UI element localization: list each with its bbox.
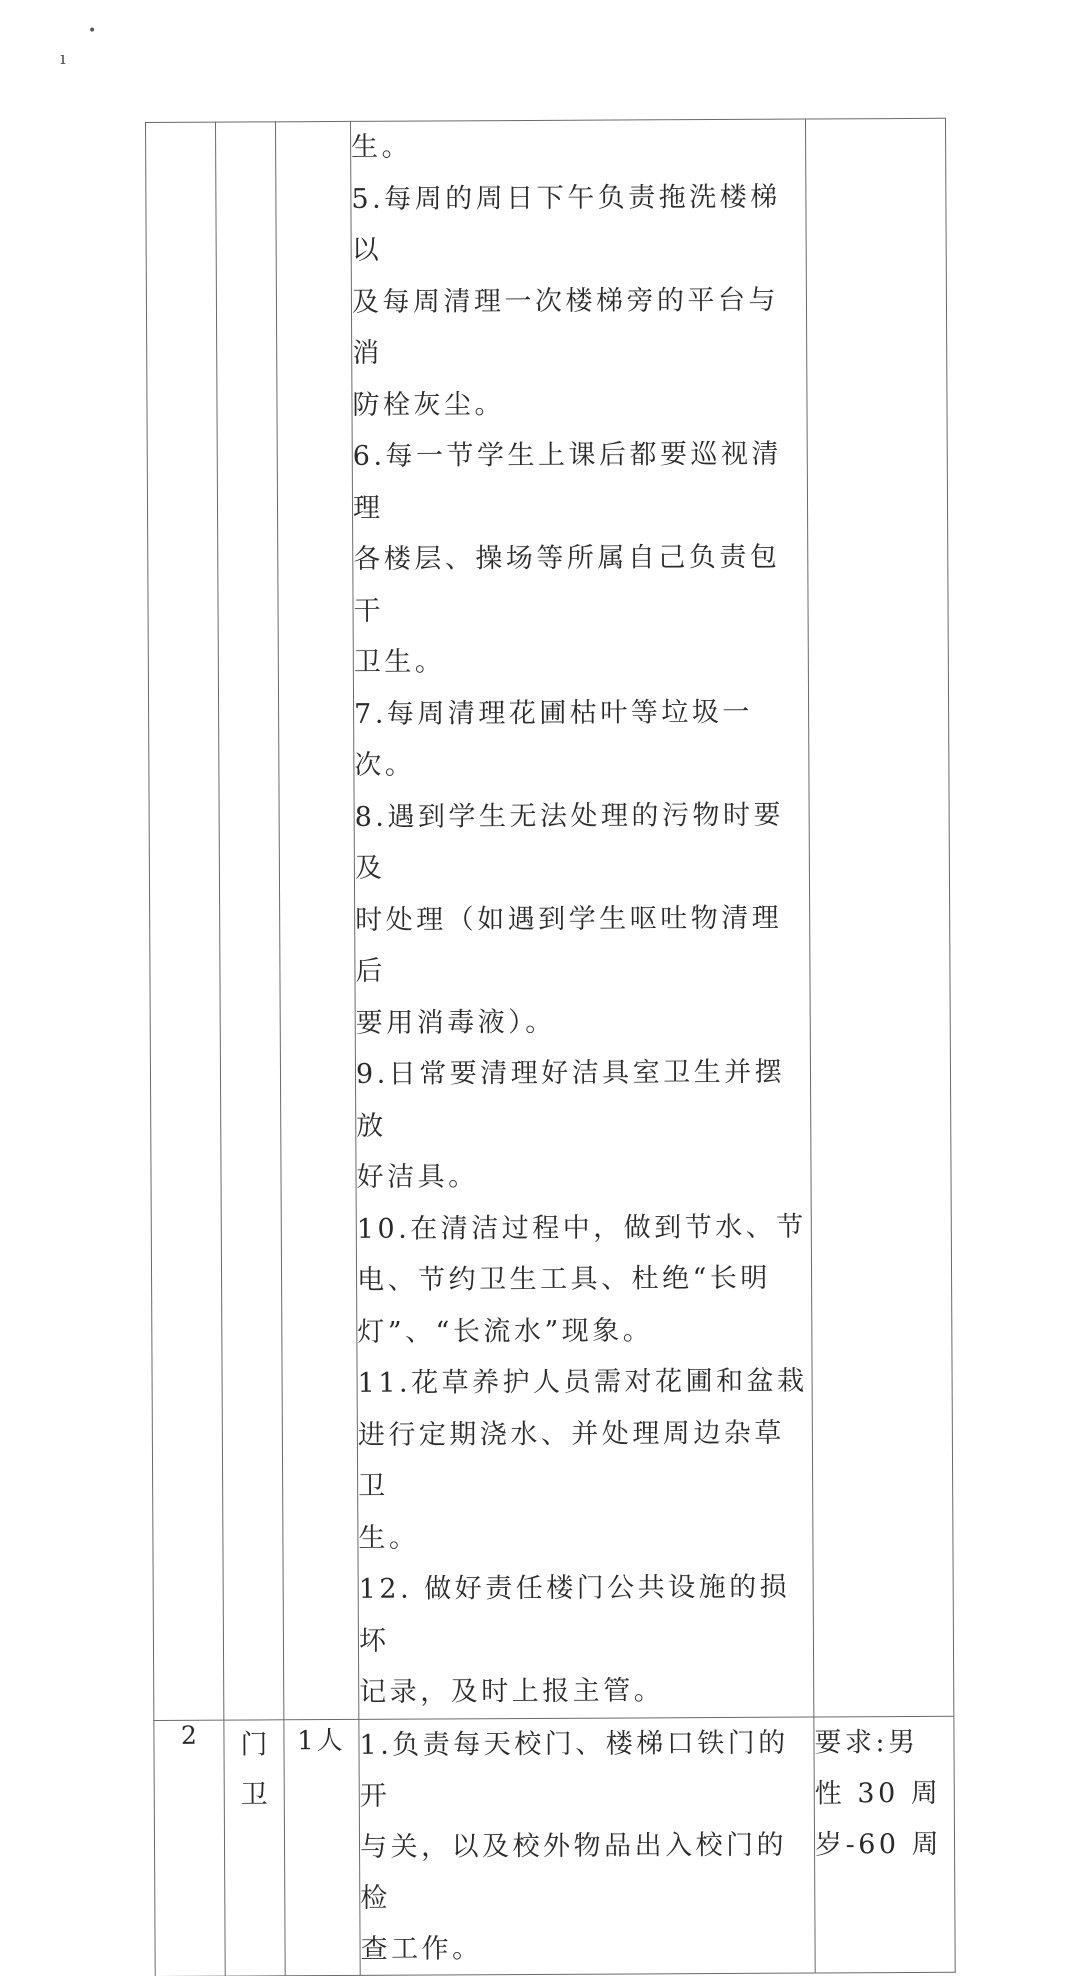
table-row [146,118,954,1720]
duty-line: 记录，及时上报主管。 [359,1675,665,1708]
requirements-cell [805,118,953,1716]
duties-cell [359,1717,815,1975]
duty-line: 防栓灰尘。 [352,388,506,421]
duty-line: 好洁具。 [356,1161,479,1193]
duty-line: 11.花草养护人员需对花圃和盆栽 [357,1365,808,1399]
role-cell [224,1719,285,1975]
duty-line: 10.在清洁过程中，做到节水、节 [356,1211,807,1245]
duty-line: 查工作。 [360,1932,483,1965]
duty-line: 时处理（如遇到学生呕吐物清理后 [355,902,783,987]
table-row [154,1716,955,1976]
role-cell [216,122,284,1720]
role-char: 卫 [240,1778,268,1811]
role-char: 门 [240,1728,268,1761]
duty-line: 灯”、“长流水”现象。 [357,1314,654,1348]
duty-line: 8.遇到学生无法处理的污物时要及 [354,799,784,884]
duty-line: 6.每一节学生上课后都要巡视清理 [352,438,783,524]
duty-line: 与关，以及校外物品出入校门的检 [359,1829,788,1914]
duty-line: 卫生。 [353,646,446,678]
duty-line: 各楼层、操场等所属自己负责包干 [353,541,781,627]
number-cell [146,122,224,1720]
duty-line: 1.负责每天校门、楼梯口铁门的开 [359,1727,789,1812]
duty-line: 5.每周的周日下午负责拖洗楼梯以 [351,181,781,266]
duty-line: 电、节约卫生工具、杜绝“长明 [356,1262,771,1296]
duty-line: 及每周清理一次楼梯旁的平台与消 [351,284,780,369]
duty-line: 12. 做好责任楼门公共设施的损坏 [358,1571,791,1657]
requirement-line: 岁-60 周 [814,1828,943,1861]
scan-speck: • [88,23,97,39]
staff-duty-table [145,118,956,1976]
requirement-line: 要求:男 [814,1726,919,1759]
requirements-cell [814,1716,955,1973]
headcount-cell [276,121,359,1719]
duties-cell [350,119,813,1719]
scan-mark: ı [60,48,66,69]
duty-line: 9.日常要清理好洁具室卫生并摆放 [355,1056,786,1142]
duty-line: 要用消毒液）。 [355,1006,556,1039]
duty-line: 进行定期浇水、并处理周边杂草卫 [357,1417,785,1502]
duty-line: 生。 [358,1522,420,1554]
duty-line: 生。 [351,131,413,163]
row-number: 2 [154,1720,225,1976]
requirement-line: 性 30 周 [814,1777,942,1810]
headcount: 1人 [284,1719,360,1975]
duty-line: 7.每周清理花圃枯叶等垃圾一次。 [354,696,753,781]
